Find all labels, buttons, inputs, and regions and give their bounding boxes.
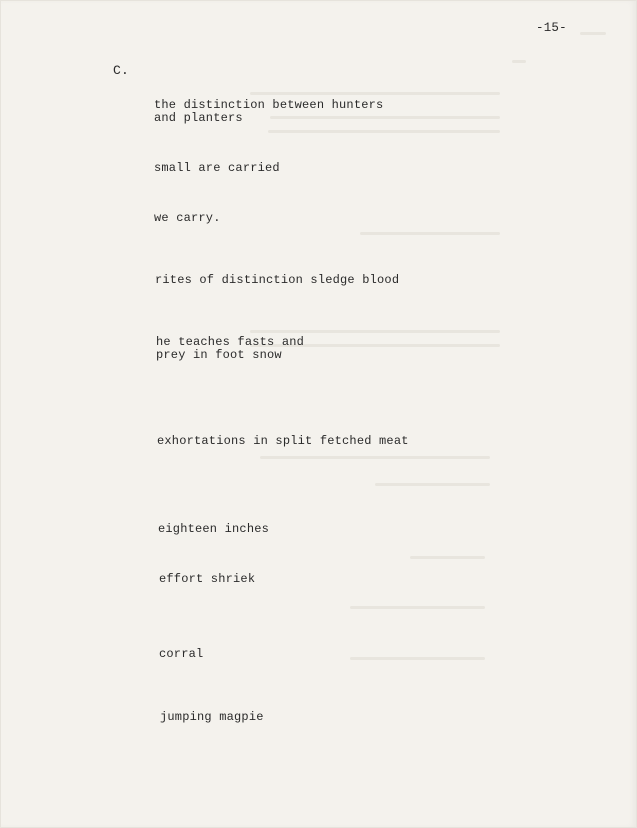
poem-line-3: we carry.: [154, 211, 221, 225]
poem-line-5a: he teaches fasts and: [156, 335, 305, 349]
poem-line-1: [154, 99, 383, 125]
poem-line-1a: the distinction between hunters: [154, 98, 384, 112]
poem-line-6: exhortations in split fetched meat: [157, 434, 409, 448]
poem-line-5b: prey in foot snow: [156, 348, 282, 362]
poem-line-2: small are carried: [154, 161, 280, 175]
poem-line-7: eighteen inches: [158, 522, 270, 536]
poem-line-10: jumping magpie: [160, 710, 264, 724]
page-number: -15-: [536, 21, 567, 35]
poem-line-9: corral: [159, 647, 204, 661]
poem-line-1b: and planters: [154, 111, 243, 125]
section-label: C.: [113, 63, 130, 78]
poem-line-4: rites of distinction sledge blood: [155, 273, 400, 287]
poem-line-5: [156, 336, 304, 362]
poem-line-8: effort shriek: [159, 572, 256, 586]
